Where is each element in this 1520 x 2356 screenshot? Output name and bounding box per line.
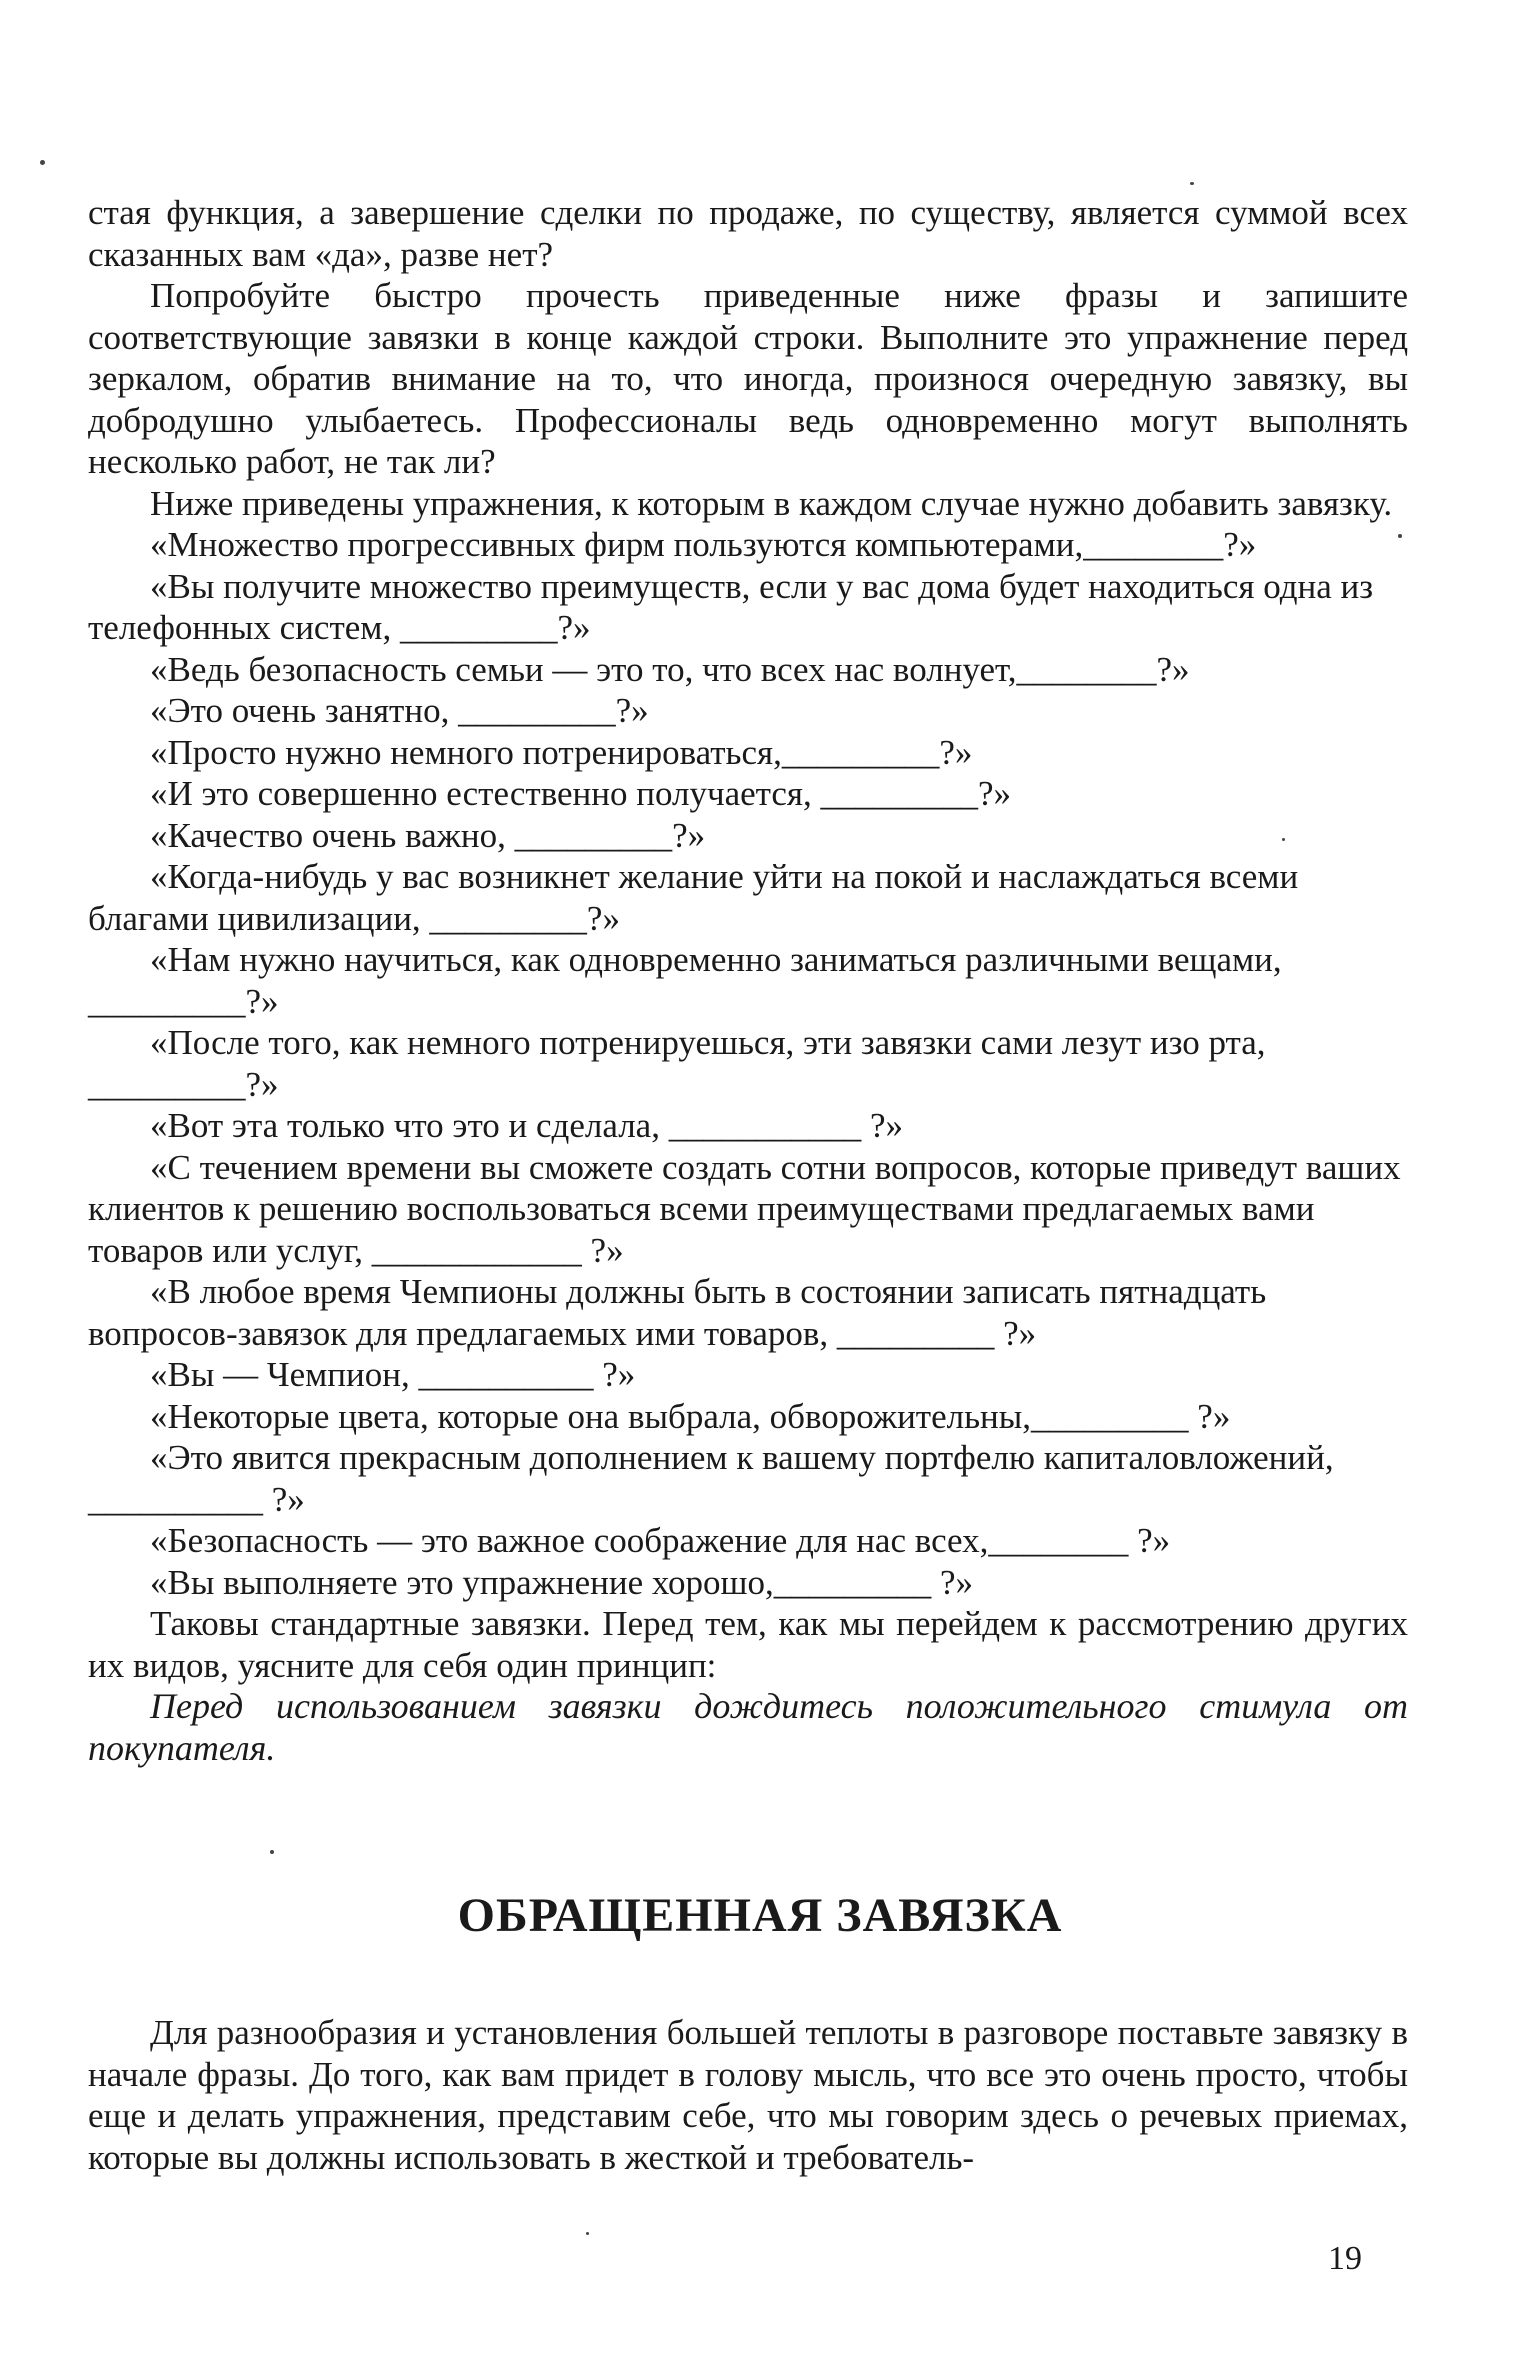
- section-heading: ОБРАЩЕННАЯ ЗАВЯЗКА: [457, 1889, 1063, 1942]
- exercise-item: «Ведь безопасность семьи — это то, что всех нас волнует,________?»: [150, 649, 1190, 689]
- exercise-item: «Вы — Чемпион, __________ ?»: [150, 1355, 636, 1394]
- exercise-item: «Это явится прекрасным дополнением к вашему портфелю капиталовложений, __________ ?»: [88, 1438, 1334, 1519]
- exercises-intro-paragraph: Ниже приведены упражнения, к которым в каждом случае нужно добавить завязку.: [150, 483, 1393, 523]
- exercise-item: «Вот эта только что это и сделала, ___________ ?»: [150, 1106, 903, 1145]
- scan-speck: [270, 1850, 274, 1854]
- exercise-item: «Когда-нибудь у вас возникнет желание уйти на покой и наслаждаться всеми благами цивилизации, _________?»: [88, 857, 1299, 938]
- exercise-item: «Нам нужно научиться, как одновременно заниматься различными вещами, _________?»: [88, 940, 1282, 1021]
- exercise-item: «Некоторые цвета, которые она выбрала, обворожительны,_________ ?»: [150, 1396, 1231, 1436]
- exercise-item: «В любое время Чемпионы должны быть в состоянии записать пятнадцать вопросов-завязок для предлагаемых ими товаров, _________ ?»: [88, 1272, 1267, 1353]
- exercise-item: «Качество очень важно, _________?»: [150, 815, 706, 855]
- rule-italic: Перед использованием завязки дождитесь положительного стимула от покупателя.: [88, 1686, 1408, 1768]
- continuation-paragraph: стая функция, а завершение сделки по продаже, по существу, является суммой всех сказанных вам «да», разве нет?: [88, 193, 1408, 274]
- exercise-item: «Это очень занятно, _________?»: [150, 691, 649, 730]
- scan-speck: [1190, 182, 1194, 185]
- page-number: 19: [1328, 2240, 1362, 2277]
- try-phrases-paragraph: Попробуйте быстро прочесть приведенные ниже фразы и запишите соответствующие завязки в конце каждой строки. Выполните это упражнение перед зеркалом, обратив внимание на то, что иногда, произнося очередную завязку, вы добродушно улыбаетесь. Профессионалы ведь одновременно могут выполнять несколько работ, не так ли?: [88, 276, 1408, 481]
- exercise-item: «С течением времени вы сможете создать сотни вопросов, которые приведут ваших клиентов к решению воспользоваться всеми преимуществами предлагаемых вами товаров или услуг, ____________ ?»: [88, 1147, 1401, 1270]
- exercise-item: «Вы выполняете это упражнение хорошо,_________ ?»: [150, 1562, 974, 1602]
- page-body: [88, 192, 1408, 1769]
- exercise-item: «Безопасность — это важное соображение для нас всех,________ ?»: [150, 1521, 1171, 1560]
- standard-summary-paragraph: Таковы стандартные завязки. Перед тем, как мы перейдем к рассмотрению других их видов, уясните для себя один принцип:: [88, 1604, 1408, 1685]
- exercise-item: «Множество прогрессивных фирм пользуются компьютерами,________?»: [150, 525, 1257, 564]
- exercise-item: «Вы получите множество преимуществ, если у вас дома будет находиться одна из телефонных систем, _________?»: [88, 566, 1374, 647]
- exercise-item: «Просто нужно немного потренироваться,_________?»: [150, 732, 973, 772]
- section-intro-paragraph: Для разнообразия и установления большей теплоты в разговоре поставьте завязку в начале фразы. До того, как вам придет в голову мысль, что все это очень просто, чтобы еще и делать упражнения, представим себе, что мы говорим здесь о речевых приемах, которые вы должны использовать в жесткой и требователь-: [88, 2013, 1408, 2177]
- scan-speck: [40, 160, 45, 165]
- exercise-item: «И это совершенно естественно получается, _________?»: [150, 774, 1012, 813]
- scan-speck: [586, 2232, 589, 2235]
- exercise-item: «После того, как немного потренируешься, эти завязки сами лезут изо рта, _________?»: [88, 1023, 1266, 1104]
